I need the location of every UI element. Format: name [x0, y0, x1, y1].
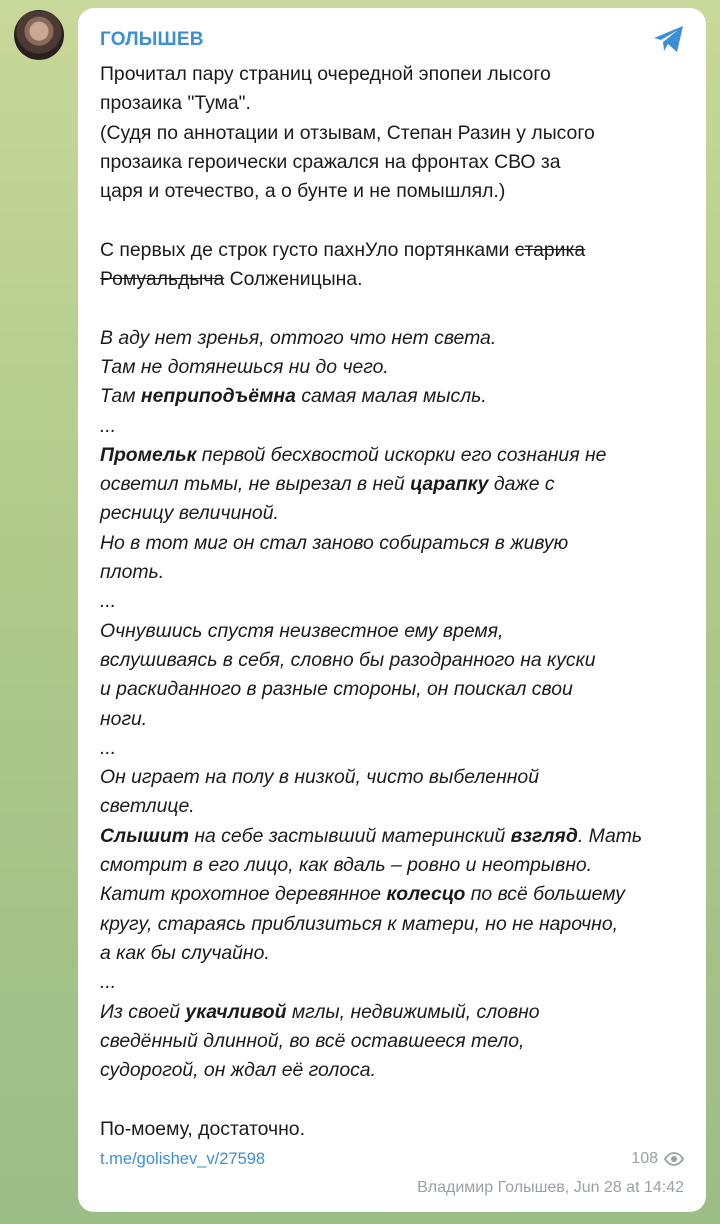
- closing-line: По-моему, достаточно.: [100, 1117, 305, 1140]
- author-timestamp: Владимир Голышев, Jun 28 at 14:42: [417, 1179, 684, 1196]
- text-line: прозаика героически сражался на фронтах СВО за: [100, 150, 561, 173]
- text-line: Промельк первой бесхвостой искорки его сознания не: [100, 443, 607, 466]
- channel-avatar[interactable]: [14, 10, 64, 60]
- text-line: плоть.: [100, 561, 165, 584]
- quote-block: [100, 324, 690, 1086]
- text-line: судорогой, он ждал её голоса.: [100, 1059, 376, 1082]
- text-line: вслушиваясь в себя, словно бы разодранного на куски: [100, 648, 596, 671]
- bold-text: Промельк: [100, 443, 197, 466]
- ellipsis: ...: [100, 414, 117, 437]
- text-line: кругу, стараясь приблизиться к матери, но не нарочно,: [100, 912, 618, 935]
- text-line: Из своей укачливой мглы, недвижимый, словно: [100, 1000, 540, 1023]
- text-line: и раскиданного в разные стороны, он поискал свои: [100, 678, 573, 701]
- eye-icon: [664, 1152, 684, 1166]
- text-fragment: С первых де строк густо пахнУло портянками: [100, 238, 515, 261]
- text-line: осветил тьмы, не вырезал в ней царапку даже с: [100, 473, 555, 496]
- ellipsis: ...: [100, 590, 117, 613]
- view-counter: [631, 1150, 684, 1168]
- ellipsis: ...: [100, 971, 117, 994]
- views-count: 108: [631, 1150, 658, 1167]
- message-bubble: [78, 8, 706, 1212]
- text-line: Там неприподъёмна самая малая мысль.: [100, 385, 487, 408]
- strikethrough-text: Ромуальдыча: [100, 268, 225, 291]
- text-line: Катит крохотное деревянное колесцо по всё большему: [100, 883, 625, 906]
- text-line: [100, 236, 690, 265]
- text-line: ноги.: [100, 707, 148, 730]
- message-text: [100, 60, 690, 1144]
- bold-text: неприподъёмна: [140, 385, 296, 408]
- bold-text: колесцо: [386, 883, 466, 906]
- bold-text: укачливой: [185, 1000, 287, 1023]
- bold-text: Слышит: [100, 824, 189, 847]
- text-line: (Судя по аннотации и отзывам, Степан Разин у лысого: [100, 121, 595, 144]
- share-icon[interactable]: [652, 24, 686, 54]
- text-line: Там не дотянешься ни до чего.: [100, 355, 389, 378]
- post-link[interactable]: t.me/golishev_v/27598: [100, 1150, 266, 1168]
- ellipsis: ...: [100, 736, 117, 759]
- text-line: светлице.: [100, 795, 195, 818]
- bold-text: царапку: [410, 473, 489, 496]
- text-line: Очнувшись спустя неизвестное ему время,: [100, 619, 504, 642]
- text-line: В аду нет зренья, оттого что нет света.: [100, 326, 497, 349]
- text-line: сведённый длинной, во всё оставшееся тело,: [100, 1029, 525, 1052]
- text-line: Слышит на себе застывший материнский взгляд. Мать: [100, 824, 643, 847]
- text-fragment: Солженицына.: [224, 268, 363, 291]
- text-line: прозаика "Тума".: [100, 92, 251, 115]
- text-line: смотрит в его лицо, как вдаль – ровно и неотрывно.: [100, 854, 593, 877]
- text-line: ресницу величиной.: [100, 502, 279, 525]
- sender-name[interactable]: ГОЛЫШЕВ: [100, 29, 204, 50]
- text-line: [100, 265, 690, 294]
- bold-text: взгляд: [510, 824, 578, 847]
- text-line: царя и отечество, а о бунте и не помышлял.): [100, 180, 506, 203]
- strikethrough-text: старика: [514, 238, 586, 261]
- text-line: Прочитал пару страниц очередной эпопеи лысого: [100, 63, 551, 85]
- text-line: Он играет на полу в низкой, чисто выбеленной: [100, 766, 539, 789]
- text-line: а как бы случайно.: [100, 941, 270, 964]
- text-line: Но в тот миг он стал заново собираться в живую: [100, 531, 569, 554]
